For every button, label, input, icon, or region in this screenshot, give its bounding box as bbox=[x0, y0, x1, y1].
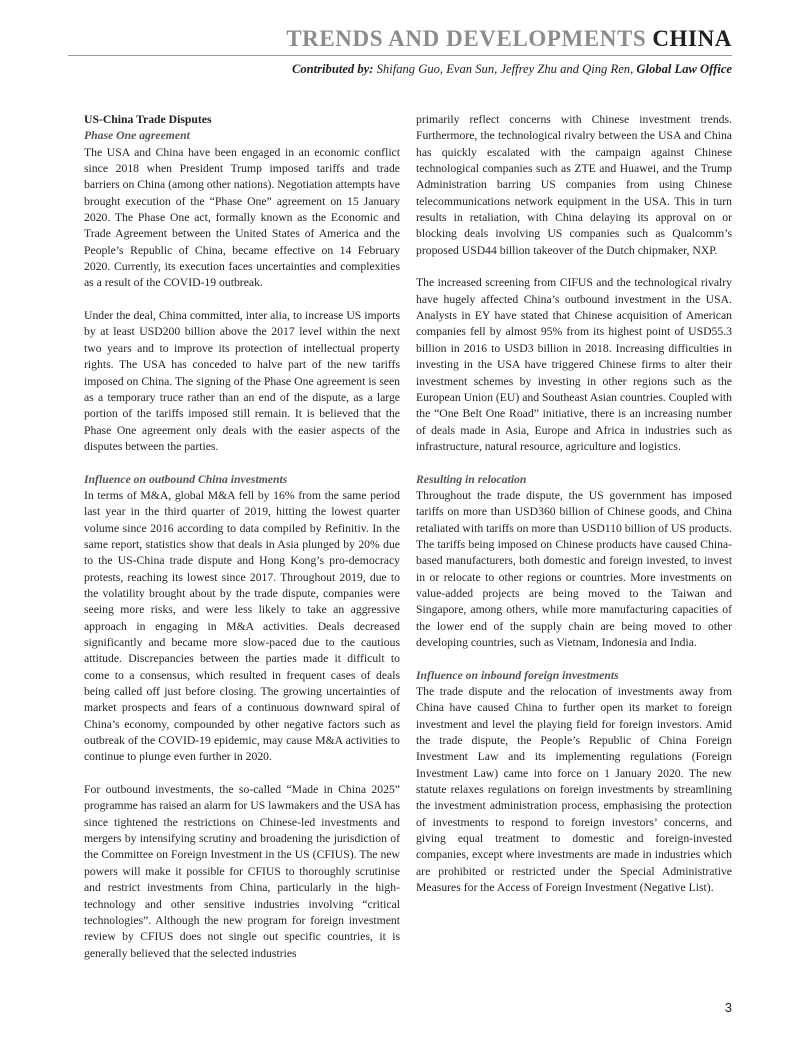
subheading-relocation: Resulting in relocation bbox=[416, 472, 527, 486]
paragraph: primarily reflect concerns with Chinese investment trends. Furthermore, the technological rivalry between the USA and China has quickly escalated with the campaign against Chinese technological companies such as ZTE and Huawei, and the Trump Administration barring US companies from using Chinese telecommunications network equipment in the USA. This in turn results in retaliation, with China delaying its approval on or blocking deals involving US companies such as Qualcomm’s proposed USD44 billion takeover of the Dutch chipmaker, NXP. bbox=[416, 113, 732, 257]
section-title: TRENDS AND DEVELOPMENTS bbox=[286, 26, 647, 51]
page-header-title bbox=[286, 26, 732, 52]
right-column bbox=[416, 112, 732, 897]
left-column bbox=[84, 112, 400, 962]
subheading-inbound: Influence on inbound foreign investments bbox=[416, 668, 619, 682]
contributors-authors: Shifang Guo, Evan Sun, Jeffrey Zhu and Qing Ren, bbox=[376, 62, 634, 76]
contributors-line bbox=[292, 62, 732, 77]
paragraph: The USA and China have been engaged in an economic conflict since 2018 when President Trump imposed tariffs and trade barriers on China (among other nations). Negotiation attempts have brought execution of the “Phase One” agreement on 15 January 2020. The Phase One act, formally known as the Economic and Trade Agreement between the United States of America and the People’s Republic of China, became effective on 14 February 2020. Currently, its execution faces uncertainties and complexities as a result of the COVID-19 outbreak. bbox=[84, 145, 400, 290]
contributors-prefix: Contributed by: bbox=[291, 62, 374, 76]
paragraph: Throughout the trade dispute, the US government has imposed tariffs on more than USD360 billion of Chinese goods, and China retaliated with tariffs on more than USD110 billion of US products. The tariffs being imposed on Chinese products have caused China-based manufacturers, both domestic and foreign invested, to invest in or relocate to other regions or countries. More investments on value-added projects are being moved to the Taiwan and Singapore, among others, while more manufacturing capacities of the lower end of the supply chain are being moved to other developing countries, such as Vietnam, Indonesia and India. bbox=[416, 488, 732, 649]
paragraph: Under the deal, China committed, inter alia, to increase US imports by at least USD200 billion above the 2017 level within the next two years and to improve its protection of intellectual property rights. The USA has conceded to halve part of the new tariffs imposed on China. The signing of the Phase One agreement is seen as a temporary truce rather than an end of the dispute, as a large portion of the tariffs imposed still remain. It is believed that the Phase One agreement only deals with the easier aspects of the disputes between the parties. bbox=[84, 309, 400, 453]
paragraph: The increased screening from CIFUS and the technological rivalry have hugely affected China’s outbound investment in the USA. Analysts in EY have stated that Chinese acquisition of American companies fell by almost 95% from its highest point of USD55.3 billion in 2016 to USD3 billion in 2018. Increasing difficulties in investing in the USA have triggered Chinese firms to alter their investment schemes by investing in other regions such as the European Union (EU) and Southeast Asian countries. Coupled with the “One Belt One Road” initiative, there is an increasing number of deals made in Asia, Europe and Africa in industries such as infrastructure, natural resource, agriculture and logistics. bbox=[416, 276, 732, 453]
country-title: CHINA bbox=[652, 26, 732, 51]
paragraph: In terms of M&A, global M&A fell by 16% from the same period last year in the third quarter of 2019, hitting the lowest quarter volume since 2016 according to data compiled by Refinitiv. In the same report, statistics show that deals in Asia plunged by 20% due to the US-China trade dispute and Hong Kong’s pro-democracy protests, reaching its lowest since 2017. Throughout 2019, due to the volatility brought about by the trade dispute, companies were seeing more risks, and were less likely to take an aggressive approach in engaging in M&A activities. Deals decreased significantly and became more slow-paced due to the cautious attitude. Discrepancies between the parties made it difficult to come to a consensus, which resulted in frequent cases of deals being called off just before closing. The growing uncertainties of market prospects and fears of a continuous downward spiral of China’s economy, compounded by other negative factors such as outbreak of the COVID-19 epidemic, may cause M&A activities to continue to plunge even further in 2020. bbox=[84, 488, 400, 764]
contributors-firm: Global Law Office bbox=[636, 62, 732, 76]
heading-trade-disputes: US-China Trade Disputes bbox=[84, 113, 212, 126]
paragraph: For outbound investments, the so-called “Made in China 2025” programme has raised an alarm for US lawmakers and the USA has since tightened the restrictions on Chinese-led investments and mergers by intensifying scrutiny and broadening the jurisdiction of the Committee on Foreign Investment in the US (CFIUS). The new powers will make it possible for CFIUS to thoroughly scrutinise and restrict investments from China, particularly in the high-technology and other sensitive industries involving “critical technologies”. Although the new program for foreign investment review by CFIUS does not single out specific countries, it is generally believed that the selected industries bbox=[84, 783, 400, 960]
subheading-outbound: Influence on outbound China investments bbox=[84, 472, 288, 486]
paragraph: The trade dispute and the relocation of investments away from China have caused China to further open its market to foreign investment and level the playing field for foreign investors. Amid the trade dispute, the People’s Republic of China Foreign Investment Law and its implementing regulations (Foreign Investment Law) came into force on 1 January 2020. The new statute relaxes regulations on foreign investments by streamlining the investment administration process, emphasising the protection of investments to respond to foreign investors’ concerns, and giving equal treatment to domestic and foreign-invested companies, except where investments are made in industries which are prohibited or restricted under the Special Administrative Measures for the Access of Foreign Investment (Negative List). bbox=[416, 685, 732, 895]
page-number: 3 bbox=[724, 1000, 732, 1015]
header-rule bbox=[68, 55, 732, 56]
subheading-phase-one: Phase One agreement bbox=[84, 129, 190, 143]
